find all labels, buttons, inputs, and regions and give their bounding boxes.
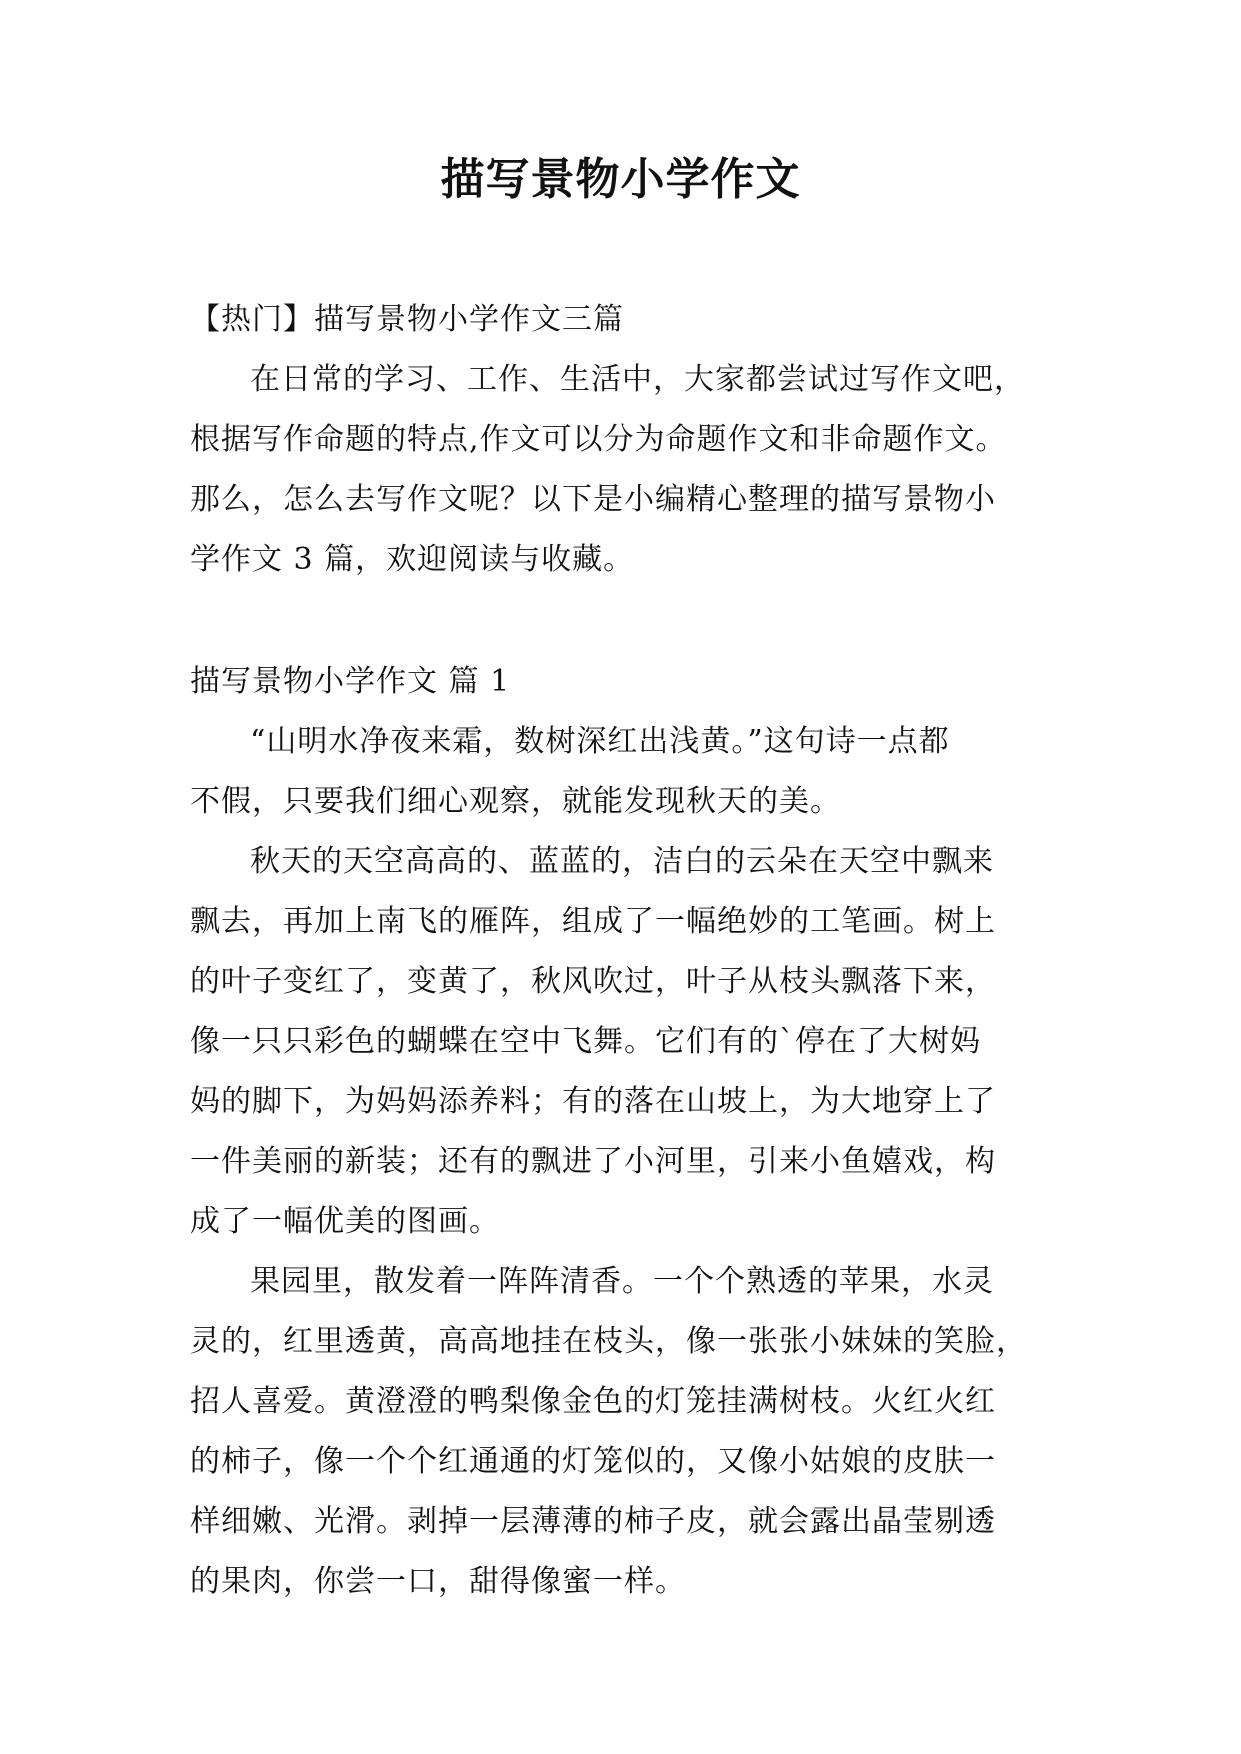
paragraph-line: “山明水净夜来霜，数树深红出浅黄。”这句诗一点都 <box>250 724 950 759</box>
document-body <box>190 290 1050 1612</box>
paragraph-line: 的果肉，你尝一口，甜得像蜜一样。 <box>190 1564 686 1599</box>
document-title: 描写景物小学作文 <box>440 154 801 205</box>
paragraph-line: 不假，只要我们细心观察，就能发现秋天的美。 <box>190 784 841 819</box>
paragraph-line: 招人喜爱。黄澄澄的鸭梨像金色的灯笼挂满树枝。火红火红 <box>190 1384 996 1419</box>
intro-line: 学作文 3 篇，欢迎阅读与收藏。 <box>190 542 635 577</box>
paragraph-line: 像一只只彩色的蝴蝶在空中飞舞。它们有的`停在了大树妈 <box>190 1024 981 1059</box>
paragraph-line: 秋天的天空高高的、蓝蓝的，洁白的云朵在天空中飘来 <box>250 844 994 879</box>
paragraph-line: 成了一幅优美的图画。 <box>190 1204 500 1239</box>
intro-line: 那么，怎么去写作文呢？以下是小编精心整理的描写景物小 <box>190 482 996 517</box>
section-1-paragraph-2 <box>190 832 1050 1252</box>
intro-paragraph <box>190 350 1050 590</box>
paragraph-line: 果园里，散发着一阵阵清香。一个个熟透的苹果，水灵 <box>250 1264 994 1299</box>
intro-line: 根据写作命题的特点,作文可以分为命题作文和非命题作文。 <box>190 422 1007 457</box>
section-1-title: 描写景物小学作文 篇 1 <box>190 664 511 699</box>
paragraph-line: 的柿子，像一个个红通通的灯笼似的，又像小姑娘的皮肤一 <box>190 1444 996 1479</box>
section-1-paragraph-1 <box>190 712 1050 832</box>
paragraph-line: 妈的脚下，为妈妈添养料；有的落在山坡上，为大地穿上了 <box>190 1084 996 1119</box>
paragraph-line: 的叶子变红了，变黄了，秋风吹过，叶子从枝头飘落下来， <box>190 964 996 999</box>
paragraph-line: 灵的，红里透黄，高高地挂在枝头，像一张张小妹妹的笑脸， <box>190 1324 1027 1359</box>
document-subtitle: 【热门】描写景物小学作文三篇 <box>190 302 624 337</box>
paragraph-line: 一件美丽的新装；还有的飘进了小河里，引来小鱼嬉戏，构 <box>190 1144 996 1179</box>
paragraph-line: 样细嫩、光滑。剥掉一层薄薄的柿子皮，就会露出晶莹剔透 <box>190 1504 996 1539</box>
intro-line: 在日常的学习、工作、生活中，大家都尝试过写作文吧， <box>250 362 1025 397</box>
paragraph-line: 飘去，再加上南飞的雁阵，组成了一幅绝妙的工笔画。树上 <box>190 904 996 939</box>
section-1-paragraph-3 <box>190 1252 1050 1612</box>
